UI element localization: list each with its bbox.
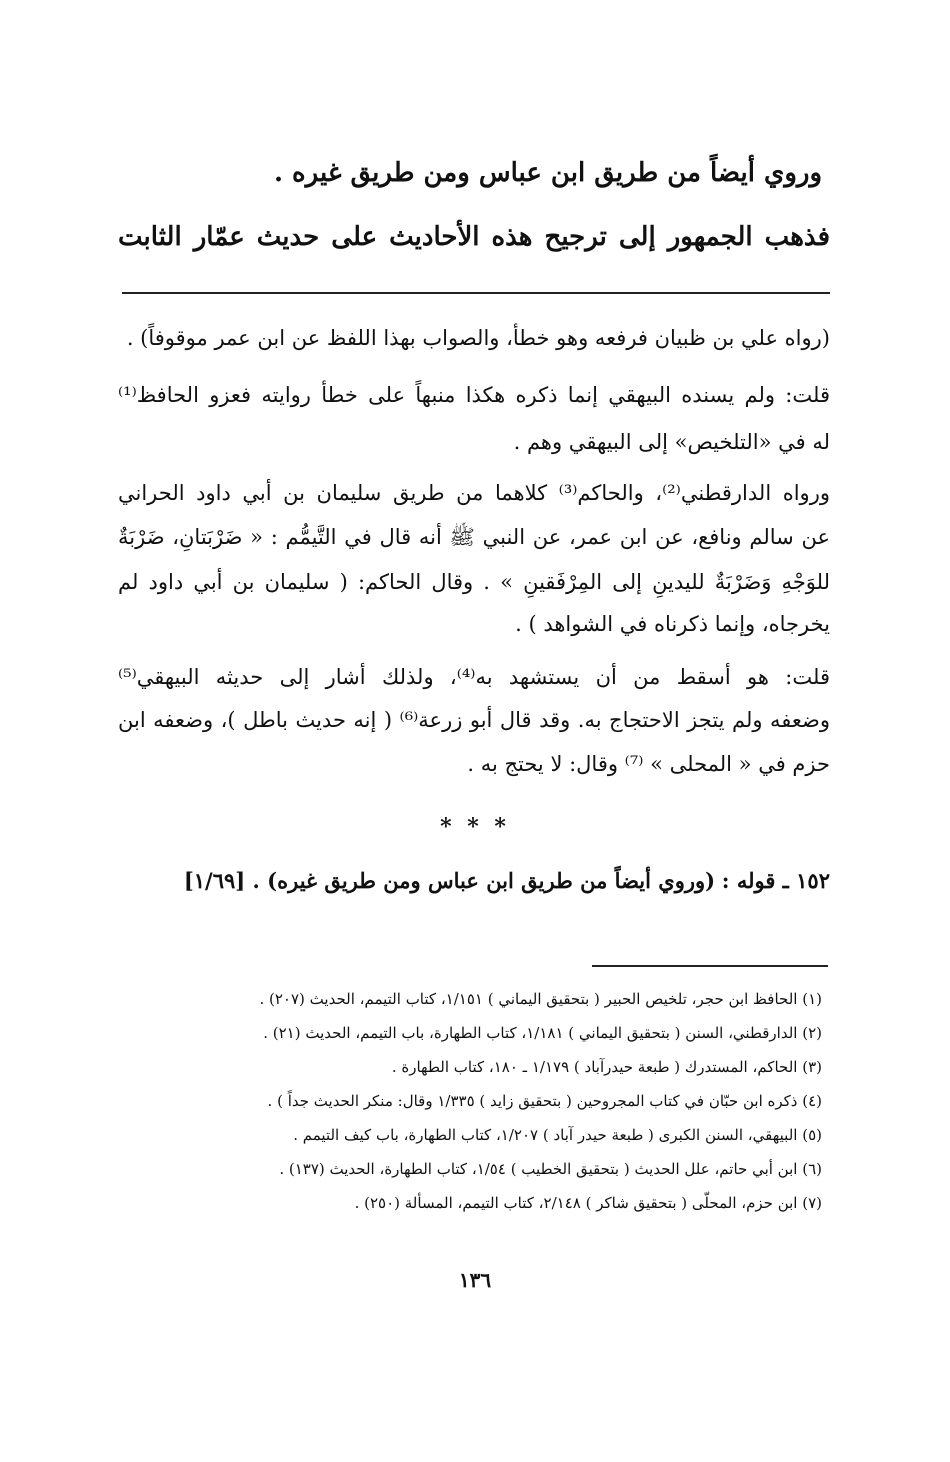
footnote-3: (٣) الحاكم، المستدرك ( طبعة حيدرآباد ) ١/١٧٩ ـ ١٨٠، كتاب الطهارة . — [391, 1058, 822, 1076]
paragraph-3-line-4: يخرجاه، وإنما ذكرناه في الشواهد ) . — [515, 612, 830, 636]
footnote-4: (٤) ذكره ابن حبّان في كتاب المجروحين ( بتحقيق زايد ) ١/٣٣٥ وقال: منكر الحديث جداً ) . — [267, 1092, 822, 1110]
paragraph-3-line-3: للوَجْهِ وَضَرْبَةٌ لليدينِ إلى المِرْفَقينِ » . وقال الحاكم: ( سليمان بن أبي داود لم — [118, 570, 830, 594]
section-separator: * * * — [440, 814, 510, 840]
top-line-1: وروي أيضاً من طريق ابن عباس ومن طريق غيره . — [273, 158, 822, 188]
paragraph-4-line-2: وضعفه ولم يتجز الاحتجاج به. وقد قال أبو زرعة⁽⁶⁾ ( إنه حديث باطل )، وضعفه ابن — [118, 708, 830, 732]
paragraph-1: (رواه علي بن ظبيان فرفعه وهو خطأ، والصواب بهذا اللفظ عن ابن عمر موقوفاً) . — [126, 326, 830, 350]
footnote-divider — [592, 965, 828, 967]
paragraph-4-line-1: قلت: هو أسقط من أن يستشهد به⁽⁴⁾، ولذلك أشار إلى حديثه البيهقي⁽⁵⁾ — [118, 665, 830, 689]
item-number: ١٥٢ ـ قوله : — [721, 868, 830, 893]
footnote-2: (٢) الدارقطني، السنن ( بتحقيق اليماني ) ١/١٨١، كتاب الطهارة، باب التيمم، الحديث (٢١) . — [263, 1024, 822, 1042]
item-152 — [118, 868, 830, 893]
footnote-1: (١) الحافظ ابن حجر، تلخيص الحبير ( بتحقيق اليماني ) ١/١٥١، كتاب التيمم، الحديث (٢٠٧) . — [259, 990, 822, 1008]
paragraph-3-line-2: عن سالم ونافع، عن ابن عمر، عن النبي ﷺ أنه قال في التَّيمُّم : « ضَرْبَتانِ، ضَرْبَةٌ — [118, 525, 830, 549]
paragraph-4-line-3: حزم في « المحلى » ⁽⁷⁾ وقال: لا يحتج به . — [467, 752, 830, 776]
footnote-5: (٥) البيهقي، السنن الكبرى ( طبعة حيدر آباد ) ١/٢٠٧، كتاب الطهارة، باب كيف التيمم . — [293, 1126, 822, 1144]
top-divider — [122, 292, 830, 294]
paragraph-2-line-2: له في «التلخيص» إلى البيهقي وهم . — [513, 430, 830, 454]
footnote-6: (٦) ابن أبي حاتم، علل الحديث ( بتحقيق الخطيب ) ١/٥٤، كتاب الطهارة، الحديث (١٣٧) . — [279, 1160, 822, 1178]
paragraph-3-line-1: ورواه الدارقطني⁽²⁾، والحاكم⁽³⁾ كلاهما من طريق سليمان بن أبي داود الحراني — [118, 481, 830, 505]
top-line-2: فذهب الجمهور إلى ترجيح هذه الأحاديث على حديث عمّار الثابت — [118, 222, 830, 252]
page-number: ١٣٦ — [458, 1268, 492, 1292]
paragraph-2-line-1: قلت: ولم يسنده البيهقي إنما ذكره هكذا منبهاً على خطأ روايته فعزو الحافظ⁽¹⁾ — [118, 383, 830, 407]
item-quote: (وروي أيضاً من طريق ابن عباس ومن طريق غيره) . [١/٦٩] — [183, 868, 716, 893]
footnote-7: (٧) ابن حزم، المحلّى ( بتحقيق شاكر ) ٢/١٤٨، كتاب التيمم، المسألة (٢٥٠) . — [354, 1194, 822, 1212]
